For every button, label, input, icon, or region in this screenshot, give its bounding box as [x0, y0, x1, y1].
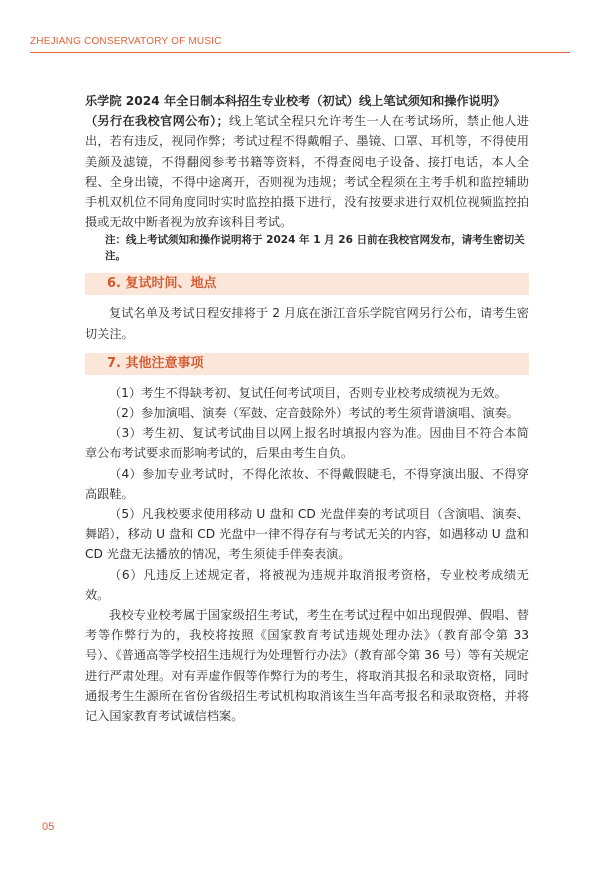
- section-7-item: （3）考生初、复试考试曲目以网上报名时填报内容为准。因曲目不符合本简章公布考试要求而影响考试的，后果由考生自负。: [85, 426, 529, 461]
- intro-body: 线上笔试全程只允许考生一人在考试场所，禁止他人进出，若有违反，视同作弊；考试过程不得戴帽子、墨镜、口罩、耳机等，不得使用美颜及滤镜，不得翻阅参考书籍等资料，不得查阅电子设备、接打电话，本人全程、全身出镜，不得中途离开，否则视为违规；考试全程须在主考手机和监控辅助手机双机位不同角度同时实时监控拍摄下进行，没有按要求进行双机位视频监控拍摄或无故中断者视为放弃该科目考试。: [85, 114, 529, 230]
- header-divider: [30, 52, 570, 53]
- header-title: ZHEJIANG CONSERVATORY OF MUSIC: [30, 36, 222, 47]
- main-content: [85, 91, 529, 726]
- section-7-item: （1）考生不得缺考初、复试任何考试项目，否则专业校考成绩视为无效。: [109, 385, 507, 400]
- section-7-item: （5）凡我校要求使用移动 U 盘和 CD 光盘伴奏的考试项目（含演唱、演奏、舞蹈），移动 U 盘和 CD 光盘中一律不得存有与考试无关的内容，如遇移动 U 盘和 CD 光盘无法播放的情况，考生须徒手伴奏表演。: [85, 507, 529, 562]
- intro-note: 注：线上考试须知和操作说明将于 2024 年 1 月 26 日前在我校官网发布，请考生密切关注。: [105, 234, 525, 263]
- section-7-item: （6）凡违反上述规定者，将被视为违规并取消报考资格，专业校考成绩无效。: [85, 567, 529, 602]
- section-6-body: 复试名单及考试日程安排将于 2 月底在浙江音乐学院官网另行公布，请考生密切关注。: [85, 306, 529, 341]
- intro-title-line: 乐学院 2024 年全日制本科招生专业校考（初试）线上笔试须知和操作说明》: [85, 94, 506, 108]
- section-6-heading: 6. 复试时间、地点: [85, 273, 529, 295]
- intro-bold-lead: （另行在我校官网公布）；: [85, 114, 229, 129]
- section-7-heading: 7. 其他注意事项: [85, 353, 529, 375]
- section-7-item: （4）参加专业考试时，不得化浓妆、不得戴假睫毛，不得穿演出服、不得穿高跟鞋。: [85, 466, 529, 501]
- page-number: 05: [42, 821, 55, 833]
- section-7-item: （2）参加演唱、演奏（军鼓、定音鼓除外）考试的考生须背谱演唱、演奏。: [109, 406, 519, 421]
- section-7-closing: 我校专业校考属于国家级招生考试，考生在考试过程中如出现假弹、假唱、替考等作弊行为的，我校将按照《国家教育考试违规处理办法》（教育部令第 33 号）、《普通高等学校招生违规行为处理暂行办法》（教育部令第 36 号）等有关规定进行严肃处理。对有弄虚作假等作弊行为的考生，将取消其报名和录取资格，同时通报考生生源所在省份省级招生考试机构取消该生当年高考报名和录取资格，并将记入国家教育考试诚信档案。: [85, 608, 529, 724]
- intro-paragraph: [85, 111, 529, 232]
